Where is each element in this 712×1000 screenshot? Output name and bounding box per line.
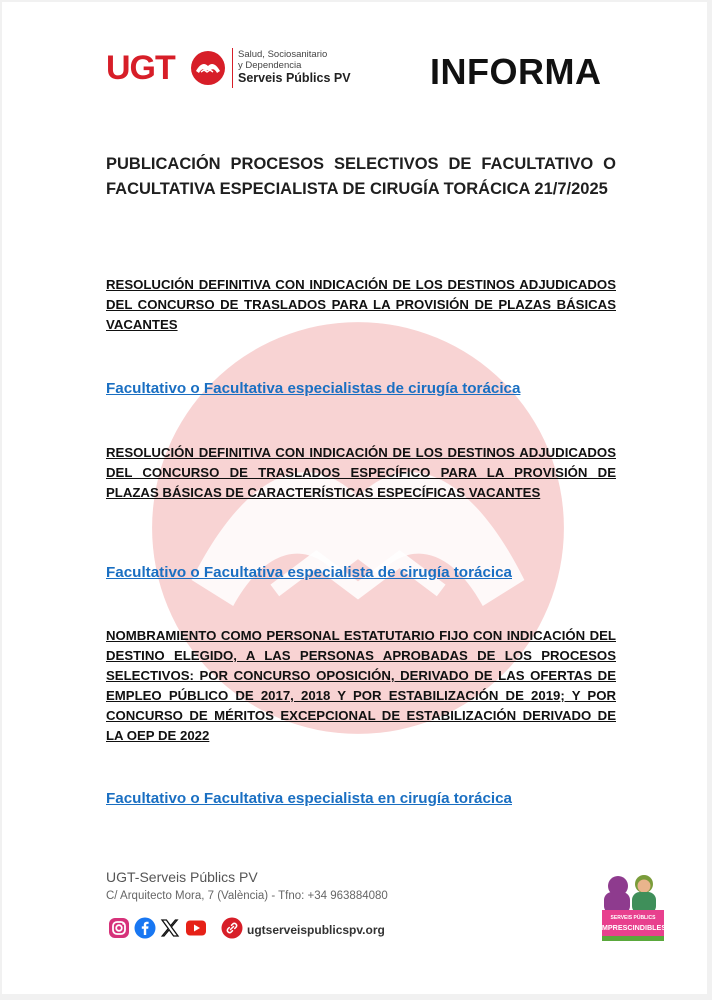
campaign-line1: SERVEIS PÚBLICS [610,915,656,921]
footer-website[interactable]: ugtserveispublicspv.org [247,923,385,937]
section-1-link[interactable]: Facultativo o Facultativa especialistas de cirugía torácica [106,380,521,397]
section-3-link[interactable]: Facultativo o Facultativa especialista en cirugía torácica [106,790,512,807]
logo-divider [232,48,233,88]
instagram-icon[interactable] [108,917,130,939]
logo-subtitle-line3: Serveis Públics PV [238,71,351,85]
facebook-icon[interactable] [134,917,156,939]
section-1-heading: RESOLUCIÓN DEFINITIVA CON INDICACIÓN DE LOS DESTINOS ADJUDICADOS DEL CONCURSO DE TRASLADOS PARA LA PROVISIÓN DE PLAZAS BÁSICAS VACANTES [106,277,616,332]
serveis-publics-imprescindibles-icon [598,870,666,944]
campaign-line2: IMPRESCINDIBLES [599,923,666,932]
document-page [2,2,707,994]
section-3-heading: NOMBRAMIENTO COMO PERSONAL ESTATUTARIO FIJO CON INDICACIÓN DEL DESTINO ELEGIDO, A LAS PERSONAS APROBADAS DE LOS PROCESOS SELECTIVOS: POR CONCURSO OPOSICIÓN, DERIVADO DE LAS OFERTAS DE EMPLEO PÚBLICO DE 2017, 2018 Y POR ESTABILIZACIÓN DE 2019; Y POR CONCURSO DE MÉRITOS EXCEPCIONAL DE ESTABILIZACIÓN DERIVADO DE LA OEP DE 2022 [106,628,616,743]
ugt-brand-text: UGT [106,49,175,87]
handshake-icon [190,50,226,86]
page-title: PUBLICACIÓN PROCESOS SELECTIVOS DE FACULTATIVO O FACULTATIVA ESPECIALISTA DE CIRUGÍA TORÁCICA 21/7/2025 [106,155,616,198]
footer-organization: UGT-Serveis Públics PV [106,869,258,885]
informa-heading: INFORMA [430,51,602,92]
x-twitter-icon[interactable] [159,917,181,939]
website-link-icon[interactable] [221,917,243,939]
section-2-heading: RESOLUCIÓN DEFINITIVA CON INDICACIÓN DE LOS DESTINOS ADJUDICADOS DEL CONCURSO DE TRASLADOS ESPECÍFICO PARA LA PROVISIÓN DE PLAZAS BÁSICAS DE CARACTERÍSTICAS ESPECÍFICAS VACANTES [106,445,616,500]
logo-subtitle-line2: y Dependencia [238,60,302,71]
section-2-link[interactable]: Facultativo o Facultativa especialista de cirugía torácica [106,564,512,581]
logo-subtitle-line1: Salud, Sociosanitario [238,49,328,60]
youtube-icon[interactable] [185,917,207,939]
footer-address: C/ Arquitecto Mora, 7 (València) - Tfno: +34 963884080 [106,890,388,902]
